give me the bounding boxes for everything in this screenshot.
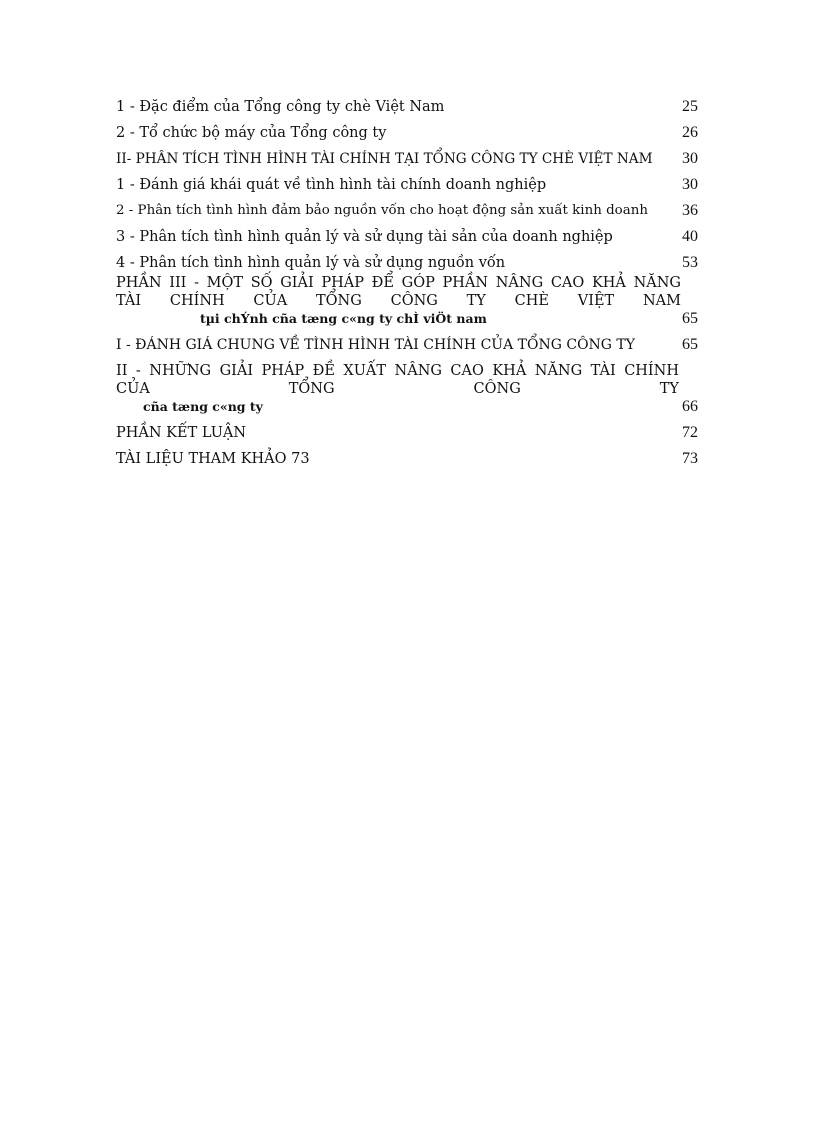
table-of-contents	[116, 98, 698, 476]
toc-entry-title: 1 - Đánh giá khái quát về tình hình tài chính doanh nghiệp	[116, 177, 547, 193]
toc-entry-title: 2 - Phân tích tình hình đảm bảo nguồn vốn cho hoạt động sản xuất kinh doanh	[116, 203, 648, 218]
toc-entry[interactable]	[116, 336, 698, 354]
toc-entry-title: 1 - Đặc điểm của Tổng công ty chè Việt Nam	[116, 99, 445, 115]
toc-entry-title: TÀI LIỆU THAM KHẢO 73	[116, 451, 310, 467]
toc-entry[interactable]	[116, 98, 698, 116]
toc-entry-page: 30	[682, 176, 698, 193]
toc-entry-subtitle: cña tæng c«ng ty	[143, 399, 263, 414]
toc-entry-title: I - ĐÁNH GIÁ CHUNG VỀ TÌNH HÌNH TÀI CHÍNH CỦA TỔNG CÔNG TY	[116, 337, 636, 353]
toc-entry[interactable]	[116, 424, 698, 442]
toc-entry-subtitle: tµi chÝnh cña tæng c«ng ty chÌ viÖt nam	[200, 311, 487, 326]
toc-entry[interactable]	[116, 150, 698, 168]
toc-entry-page: 30	[682, 150, 698, 167]
toc-entry-section2-tail[interactable]	[116, 398, 698, 416]
toc-entry-page: 25	[682, 98, 698, 115]
toc-entry-title: 4 - Phân tích tình hình quản lý và sử dụng nguồn vốn	[116, 255, 506, 271]
toc-entry-page: 73	[682, 450, 698, 467]
toc-entry-page: 66	[682, 398, 698, 415]
toc-entry[interactable]	[116, 202, 698, 220]
toc-entry-page: 40	[682, 228, 698, 245]
toc-entry-part3[interactable]	[116, 274, 681, 310]
toc-entry-page: 53	[682, 254, 698, 271]
toc-entry-title: II- PHÂN TÍCH TÌNH HÌNH TÀI CHÍNH TẠI TỔNG CÔNG TY CHÈ VIỆT NAM	[116, 151, 653, 167]
toc-entry-title-continued: CỦA TỔNG CÔNG TY	[116, 381, 679, 397]
toc-entry-page: 65	[682, 310, 698, 327]
toc-entry-title: PHẦN III - MỘT SỐ GIẢI PHÁP ĐỂ GÓP PHẦN NÂNG CAO KHẢ NĂNG	[116, 275, 681, 291]
toc-entry[interactable]	[116, 228, 698, 246]
toc-entry-page: 72	[682, 424, 698, 441]
toc-entry-page: 36	[682, 202, 698, 219]
toc-entry[interactable]	[116, 450, 698, 468]
toc-entry-part3-tail[interactable]	[116, 310, 698, 328]
toc-entry-title: 3 - Phân tích tình hình quản lý và sử dụng tài sản của doanh nghiệp	[116, 229, 613, 245]
toc-entry-title: 2 - Tổ chức bộ máy của Tổng công ty	[116, 125, 387, 141]
toc-entry-title-continued: TÀI CHÍNH CỦA TỔNG CÔNG TY CHÈ VIỆT NAM	[116, 293, 681, 309]
toc-entry[interactable]	[116, 176, 698, 194]
toc-entry-page: 65	[682, 336, 698, 353]
toc-entry-page: 26	[682, 124, 698, 141]
toc-entry-title: II - NHỮNG GIẢI PHÁP ĐỀ XUẤT NÂNG CAO KHẢ NĂNG TÀI CHÍNH	[116, 363, 679, 379]
toc-entry[interactable]	[116, 124, 698, 142]
toc-entry-title: PHẦN KẾT LUẬN	[116, 425, 247, 441]
toc-entry[interactable]	[116, 254, 698, 272]
toc-entry-section2[interactable]	[116, 362, 679, 398]
